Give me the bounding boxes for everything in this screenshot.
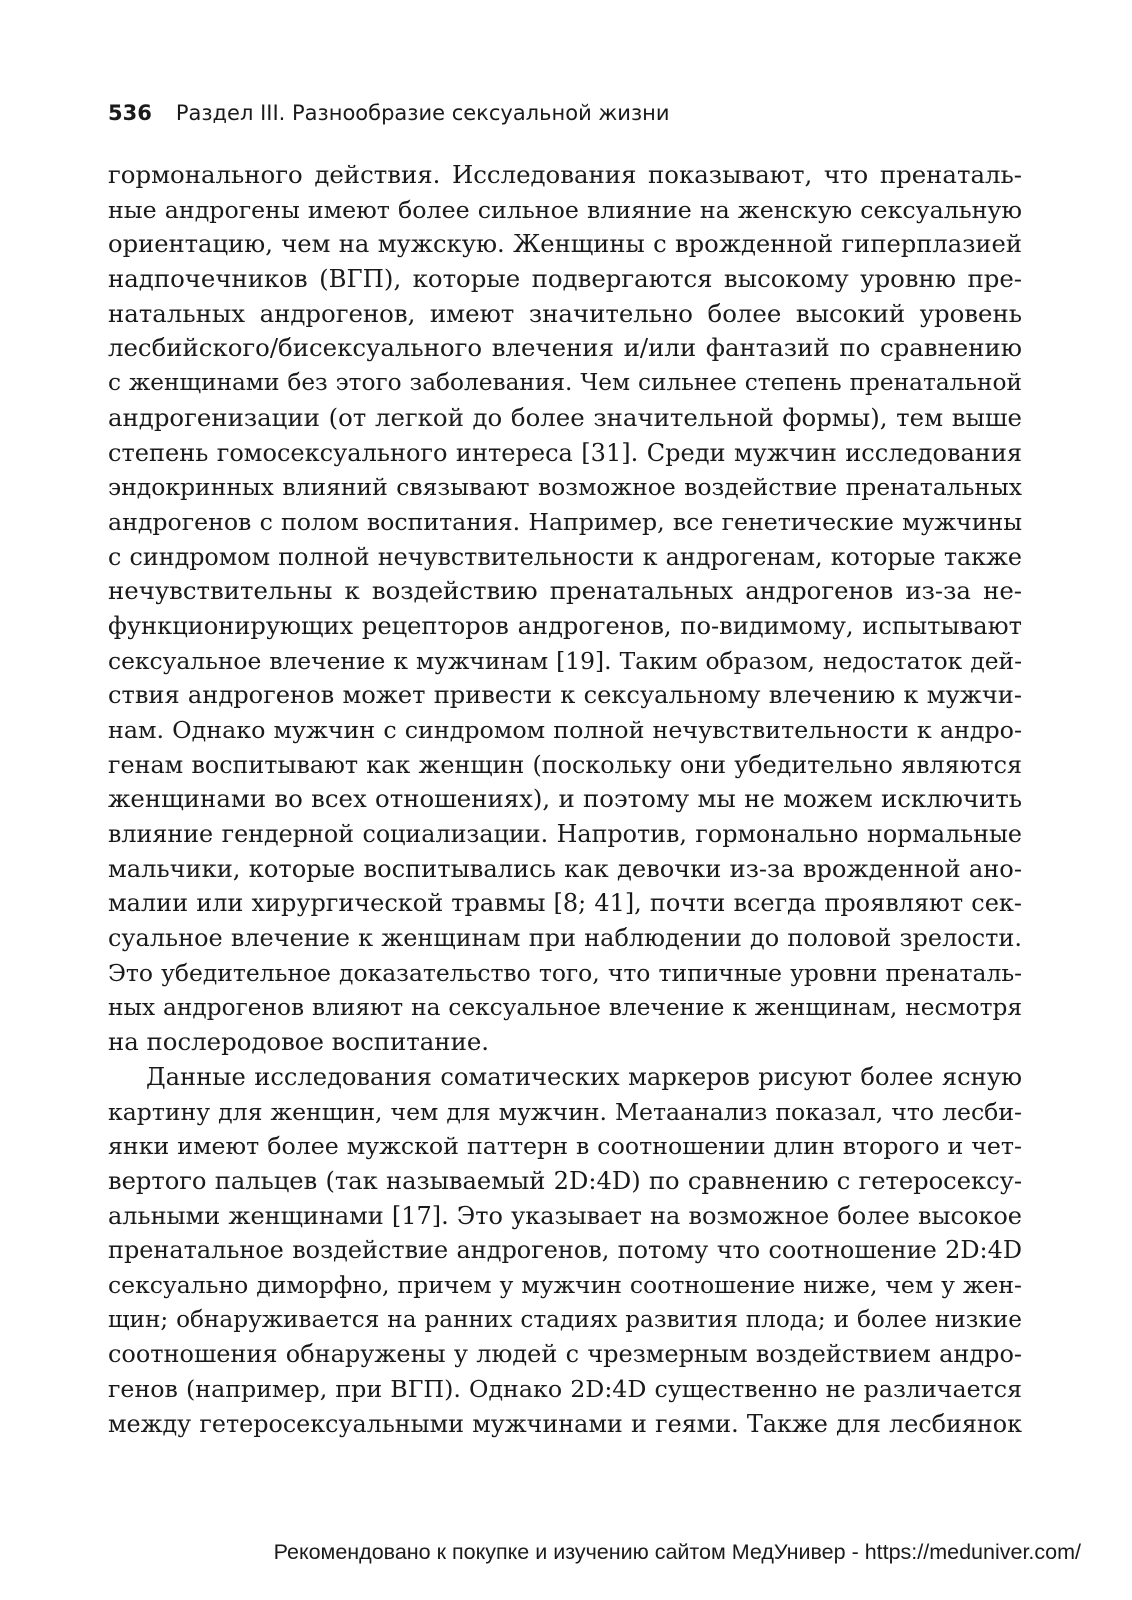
- footer-watermark: Рекомендовано к покупке и изучению сайтом МедУнивер - https://meduniver.com/: [273, 1540, 1081, 1564]
- text-line: соотношения обнаружены у людей с чрезмерным воздействием андро-: [108, 1340, 1022, 1369]
- text-line: нам. Однако мужчин с синдромом полной нечувствительности к андро-: [108, 716, 1022, 744]
- text-line: генов (например, при ВГП). Однако 2D:4D существенно не различается: [108, 1375, 1022, 1404]
- page-body: [108, 158, 1022, 1441]
- text-line: пренатальное воздействие андрогенов, потому что соотношение 2D:4D: [108, 1236, 1022, 1265]
- text-line: гормонального действия. Исследования показывают, что пренаталь-: [108, 160, 1022, 189]
- text-line: вертого пальцев (так называемый 2D:4D) по сравнению с гетеросексу-: [108, 1166, 1022, 1195]
- text-line: мальчики, которые воспитывались как девочки из-за врожденной ано-: [108, 854, 1022, 883]
- running-title: Раздел III. Разнообразие сексуальной жизни: [175, 101, 670, 125]
- page-number: 536: [108, 101, 152, 125]
- text-line: андрогенизации (от легкой до более значительной формы), тем выше: [108, 402, 1022, 432]
- text-line: малии или хирургической травмы [8; 41], почти всегда проявляют сек-: [108, 889, 1022, 918]
- paragraph-1: [108, 158, 1022, 1060]
- text-line: андрогенов с полом воспитания. Например, все генетические мужчины: [108, 507, 1022, 536]
- text-line: с синдромом полной нечувствительности к андрогенам, которые также: [108, 542, 1022, 571]
- running-header: [108, 101, 670, 125]
- text-line: Данные исследования соматических маркеров рисуют более ясную: [146, 1062, 1022, 1091]
- text-line: степень гомосексуального интереса [31]. Среди мужчин исследования: [108, 438, 1022, 467]
- text-line: альными женщинами [17]. Это указывает на возможное более высокое: [108, 1201, 1022, 1230]
- text-line: натальных андрогенов, имеют значительно более высокий уровень: [108, 298, 1022, 328]
- text-line: суальное влечение к женщинам при наблюдении до половой зрелости.: [108, 924, 1022, 953]
- text-line: с женщинами без этого заболевания. Чем сильнее степень пренатальной: [108, 369, 1022, 397]
- text-line: генам воспитывают как женщин (поскольку они убедительно являются: [108, 750, 1022, 779]
- text-line: женщинами во всех отношениях), и поэтому мы не можем исключить: [108, 784, 1022, 814]
- text-line: сексуально диморфно, причем у мужчин соотношение ниже, чем у жен-: [108, 1271, 1022, 1299]
- text-line: щин; обнаруживается на ранних стадиях развития плода; и более низкие: [108, 1305, 1022, 1333]
- text-line: лесбийского/бисексуального влечения и/или фантазий по сравнению: [108, 333, 1022, 363]
- text-line: на послеродовое воспитание.: [108, 1027, 490, 1057]
- paragraph-2: [108, 1060, 1022, 1442]
- text-line: ствия андрогенов может привести к сексуальному влечению к мужчи-: [108, 681, 1022, 710]
- text-line: ных андрогенов влияют на сексуальное влечение к женщинам, несмотря: [108, 993, 1022, 1021]
- text-line: Это убедительное доказательство того, что типичные уровни пренаталь-: [108, 958, 1022, 987]
- text-line: влияние гендерной социализации. Напротив, гормонально нормальные: [108, 820, 1022, 849]
- text-line: между гетеросексуальными мужчинами и геями. Также для лесбиянок: [108, 1409, 1022, 1438]
- text-line: сексуальное влечение к мужчинам [19]. Таким образом, недостаток дей-: [108, 646, 1022, 675]
- text-line: эндокринных влияний связывают возможное воздействие пренатальных: [108, 473, 1022, 502]
- text-line: функционирующих рецепторов андрогенов, по-видимому, испытывают: [108, 611, 1022, 640]
- text-line: янки имеют более мужской паттерн в соотношении длин второго и чет-: [108, 1132, 1022, 1161]
- text-line: картину для женщин, чем для мужчин. Метаанализ показал, что лесби-: [108, 1097, 1022, 1126]
- text-line: ориентацию, чем на мужскую. Женщины с врожденной гиперплазией: [108, 230, 1022, 259]
- text-line: надпочечников (ВГП), которые подвергаются высокому уровню пре-: [108, 264, 1022, 294]
- text-line: нечувствительны к воздействию пренатальных андрогенов из-за не-: [108, 576, 1022, 606]
- text-line: ные андрогены имеют более сильное влияние на женскую сексуальную: [108, 195, 1022, 224]
